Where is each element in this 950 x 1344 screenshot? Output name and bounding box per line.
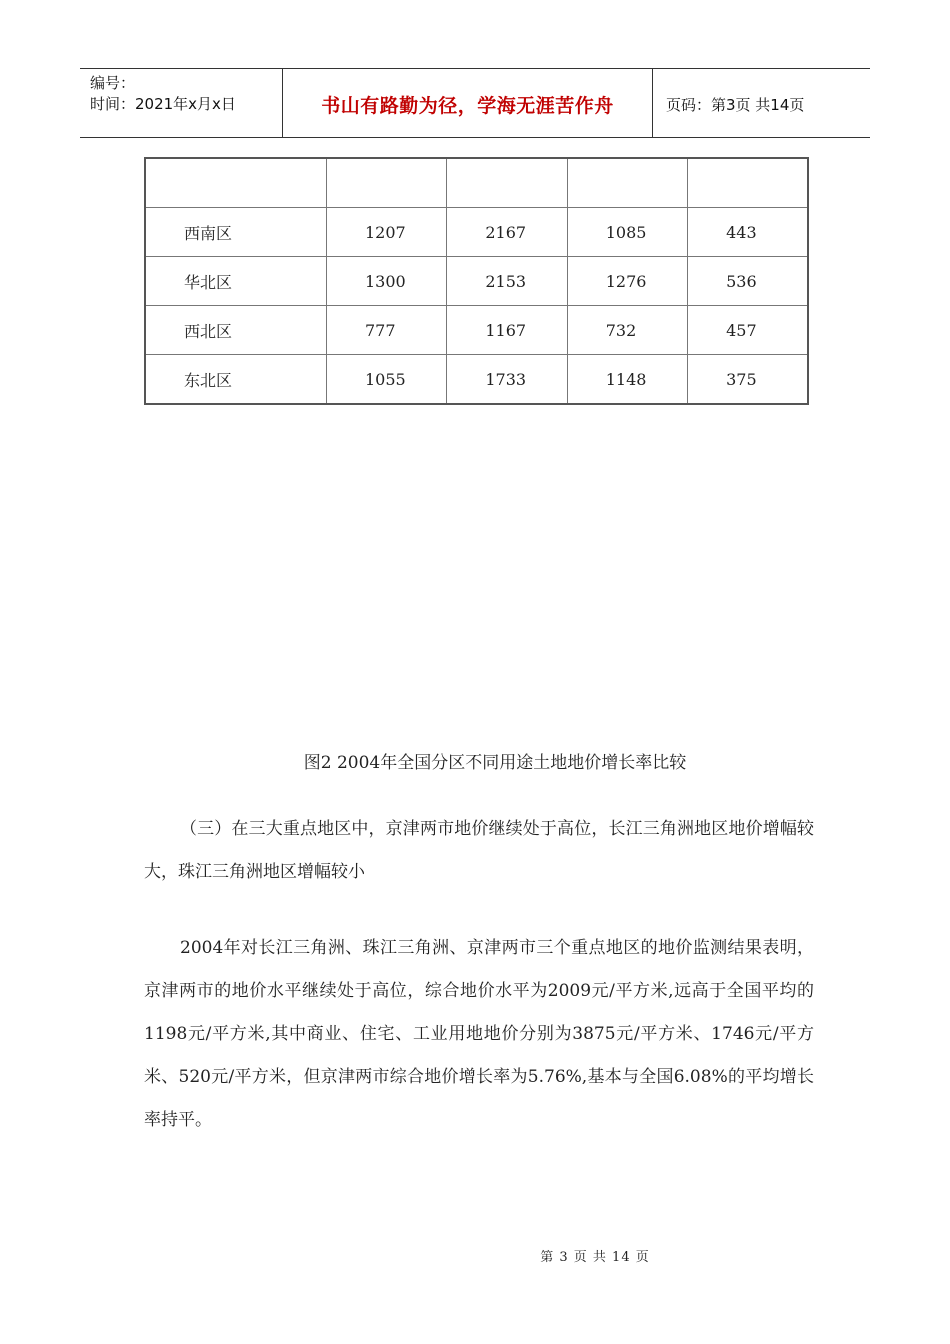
table-cell: 375 <box>688 355 808 405</box>
table-cell: 1055 <box>327 355 447 405</box>
section-heading-paragraph: （三）在三大重点地区中，京津两市地价继续处于高位，长江三角洲地区地价增幅较大，珠江三角洲地区增幅较小 <box>144 819 814 882</box>
table-cell: 1733 <box>447 355 567 405</box>
table-cell: 1085 <box>567 208 687 257</box>
table-cell: 2153 <box>447 257 567 306</box>
header-motto: 书山有路勤为径，学海无涯苦作舟 <box>321 95 614 117</box>
body-paragraph: 2004年对长江三角洲、珠江三角洲、京津两市三个重点地区的地价监测结果表明，京津两市的地价水平继续处于高位，综合地价水平为2009元/平方米,远高于全国平均的1198元/平方米,其中商业、住宅、工业用地地价分别为3875元/平方米、1746元/平方米、520元/平方米，但京津两市综合地价增长率为5.76%,基本与全国6.08%的平均增长率持平。 <box>144 938 814 1130</box>
table-cell: 1148 <box>567 355 687 405</box>
page-footer: 第 3 页 共 14 页 <box>540 1250 650 1265</box>
figure-caption: 图2 2004年全国分区不同用途土地地价增长率比较 <box>303 753 687 773</box>
header-divider <box>652 69 653 137</box>
table-cell: 732 <box>567 306 687 355</box>
table-row <box>145 257 808 306</box>
table-cell: 777 <box>327 306 447 355</box>
table-cell: 1207 <box>327 208 447 257</box>
table-cell: 457 <box>688 306 808 355</box>
table-cell: 西北区 <box>145 306 327 355</box>
land-price-table <box>144 157 809 405</box>
table-cell: 1300 <box>327 257 447 306</box>
page-header <box>80 68 870 138</box>
header-time: 时间：2021年x月x日 <box>90 95 236 113</box>
table-cell: 东北区 <box>145 355 327 405</box>
table-cell: 1276 <box>567 257 687 306</box>
header-code: 编号： <box>90 74 136 92</box>
table-row <box>145 355 808 405</box>
table-row <box>145 208 808 257</box>
table-cell: 2167 <box>447 208 567 257</box>
table-cell: 华北区 <box>145 257 327 306</box>
header-page-info: 页码：第3页 共14页 <box>666 96 805 114</box>
table-row <box>145 306 808 355</box>
table-cell: 1167 <box>447 306 567 355</box>
header-meta <box>90 73 236 115</box>
table-row <box>145 158 808 208</box>
table-cell: 443 <box>688 208 808 257</box>
table-cell: 536 <box>688 257 808 306</box>
table-cell: 西南区 <box>145 208 327 257</box>
